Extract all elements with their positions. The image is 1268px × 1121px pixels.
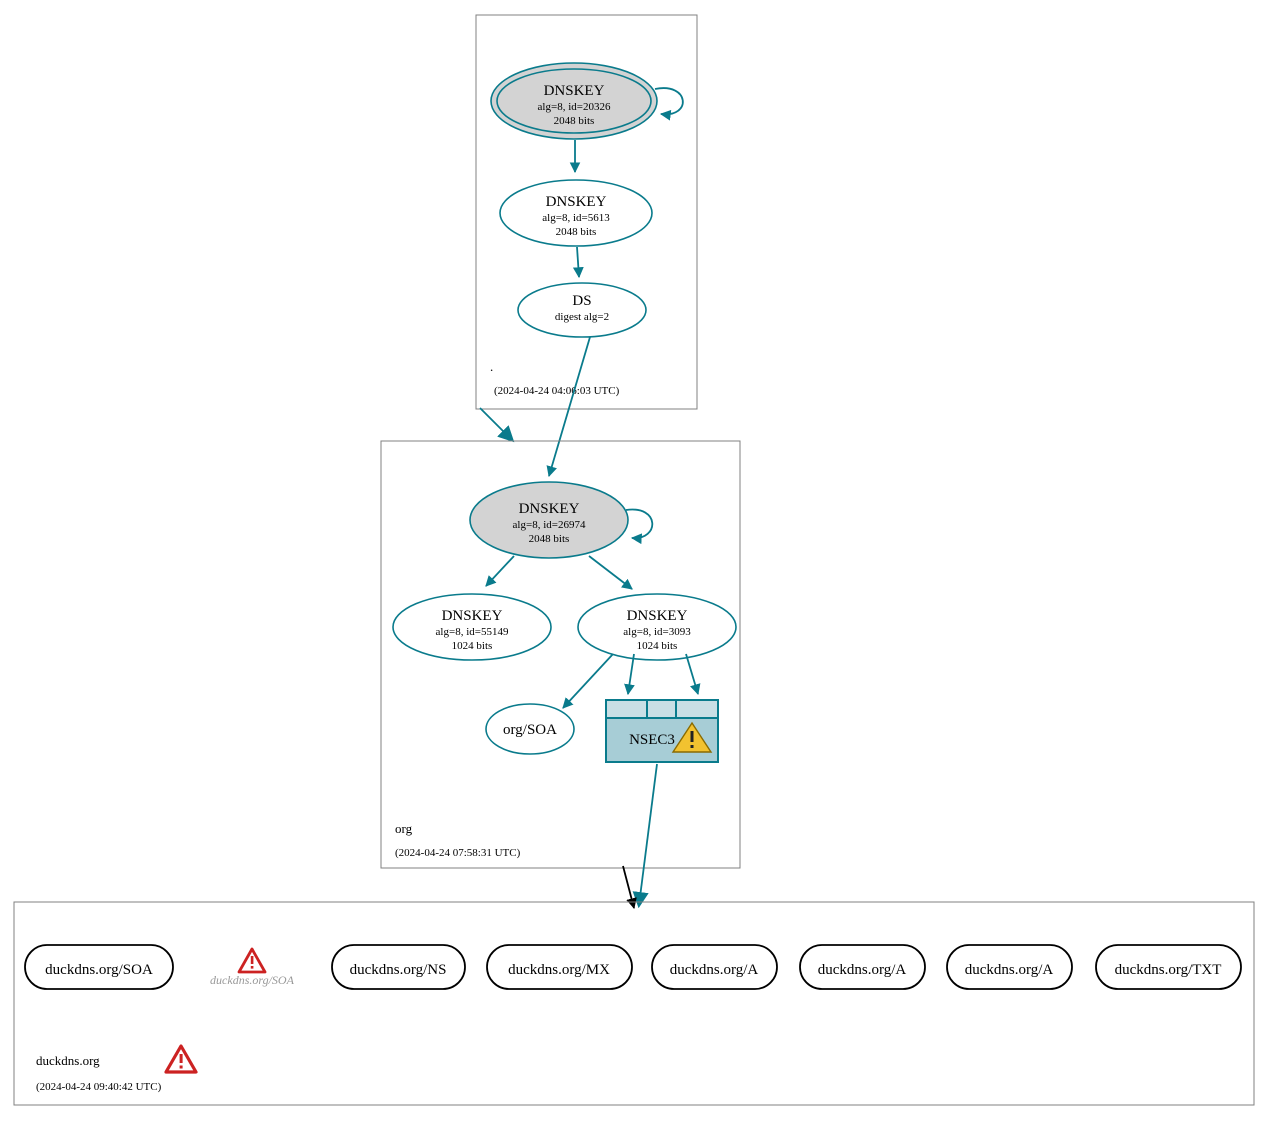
node-org-zsk-3093-alg: alg=8, id=3093 <box>623 626 691 638</box>
rr-duckdns-ns-label: duckdns.org/NS <box>349 962 447 978</box>
node-org-ds-type: DS <box>572 293 592 309</box>
node-root-zsk[interactable] <box>500 180 652 246</box>
node-org-zsk-55149[interactable] <box>393 594 551 660</box>
edge-nsec3-to-duckdns <box>639 764 657 905</box>
node-org-soa-label: org/SOA <box>503 722 557 738</box>
rr-duckdns-soa-ghost <box>210 949 295 987</box>
rr-duckdns-a-1-label: duckdns.org/A <box>669 962 759 978</box>
error-triangle-icon-soa <box>239 949 265 972</box>
zone-root-timestamp: (2024-04-24 04:06:03 UTC) <box>494 385 620 397</box>
node-org-soa[interactable] <box>486 704 574 754</box>
node-root-ksk-alg: alg=8, id=20326 <box>537 101 611 113</box>
zone-duckdns-label: duckdns.org <box>36 1053 100 1068</box>
node-org-ksk-type: DNSKEY <box>518 501 580 517</box>
rr-duckdns-a-3[interactable] <box>947 945 1072 989</box>
node-root-zsk-alg: alg=8, id=5613 <box>542 212 610 224</box>
edge-ds-to-org-ksk <box>549 337 590 476</box>
rr-duckdns-a-1[interactable] <box>652 945 777 989</box>
node-root-ksk[interactable] <box>491 63 657 139</box>
edge-root-delegation-to-org <box>480 408 512 440</box>
rr-duckdns-soa-label: duckdns.org/SOA <box>45 962 153 978</box>
edge-org-ksk-to-zsk-55149 <box>486 556 514 586</box>
zone-org-timestamp: (2024-04-24 07:58:31 UTC) <box>395 847 521 859</box>
zone-duckdns <box>14 902 1254 1105</box>
node-org-ksk[interactable] <box>470 482 628 558</box>
node-root-zsk-type: DNSKEY <box>545 194 607 210</box>
edge-org-ksk-to-zsk-3093 <box>589 556 632 589</box>
zone-org-label: org <box>395 821 413 836</box>
node-org-zsk-3093-type: DNSKEY <box>626 608 688 624</box>
rr-duckdns-txt[interactable] <box>1096 945 1241 989</box>
node-org-ksk-bits: 2048 bits <box>528 533 570 545</box>
zone-root-label: . <box>490 359 494 374</box>
rr-duckdns-soa-ghost-label: duckdns.org/SOA <box>210 973 294 987</box>
rr-duckdns-mx-label: duckdns.org/MX <box>508 962 610 978</box>
node-org-zsk-3093-bits: 1024 bits <box>636 640 678 652</box>
node-root-ksk-bits: 2048 bits <box>553 115 595 127</box>
rr-duckdns-soa[interactable] <box>25 945 173 989</box>
rr-duckdns-ns[interactable] <box>332 945 465 989</box>
node-org-nsec3-label: NSEC3 <box>629 732 675 748</box>
edge-org-zsk-3093-to-nsec3-b <box>686 654 698 694</box>
edge-root-zsk-to-ds <box>577 247 579 277</box>
node-org-zsk-55149-type: DNSKEY <box>441 608 503 624</box>
node-org-ds-digest: digest alg=2 <box>554 311 610 323</box>
node-org-zsk-55149-bits: 1024 bits <box>451 640 493 652</box>
zone-duckdns-timestamp: (2024-04-24 09:40:42 UTC) <box>36 1081 162 1093</box>
rr-duckdns-mx[interactable] <box>487 945 632 989</box>
node-org-zsk-55149-alg: alg=8, id=55149 <box>435 626 509 638</box>
node-org-ksk-alg: alg=8, id=26974 <box>512 519 586 531</box>
edge-root-ksk-self-sign <box>655 88 683 114</box>
rr-duckdns-a-3-label: duckdns.org/A <box>964 962 1054 978</box>
rr-duckdns-txt-label: duckdns.org/TXT <box>1114 962 1222 978</box>
zone-duckdns-border <box>14 902 1254 1105</box>
node-org-nsec3-header <box>606 700 718 718</box>
node-org-nsec3[interactable] <box>606 700 718 762</box>
error-triangle-icon <box>166 1046 196 1072</box>
rr-duckdns-a-2[interactable] <box>800 945 925 989</box>
node-org-ds[interactable] <box>518 283 646 337</box>
node-org-zsk-3093[interactable] <box>578 594 736 660</box>
node-org-ds-ellipse <box>518 283 646 337</box>
edge-org-zsk-3093-to-nsec3-a <box>628 654 634 694</box>
edge-org-ksk-self-sign <box>626 510 652 539</box>
rr-duckdns-a-2-label: duckdns.org/A <box>817 962 907 978</box>
node-root-ksk-type: DNSKEY <box>543 83 605 99</box>
node-root-zsk-bits: 2048 bits <box>555 226 597 238</box>
